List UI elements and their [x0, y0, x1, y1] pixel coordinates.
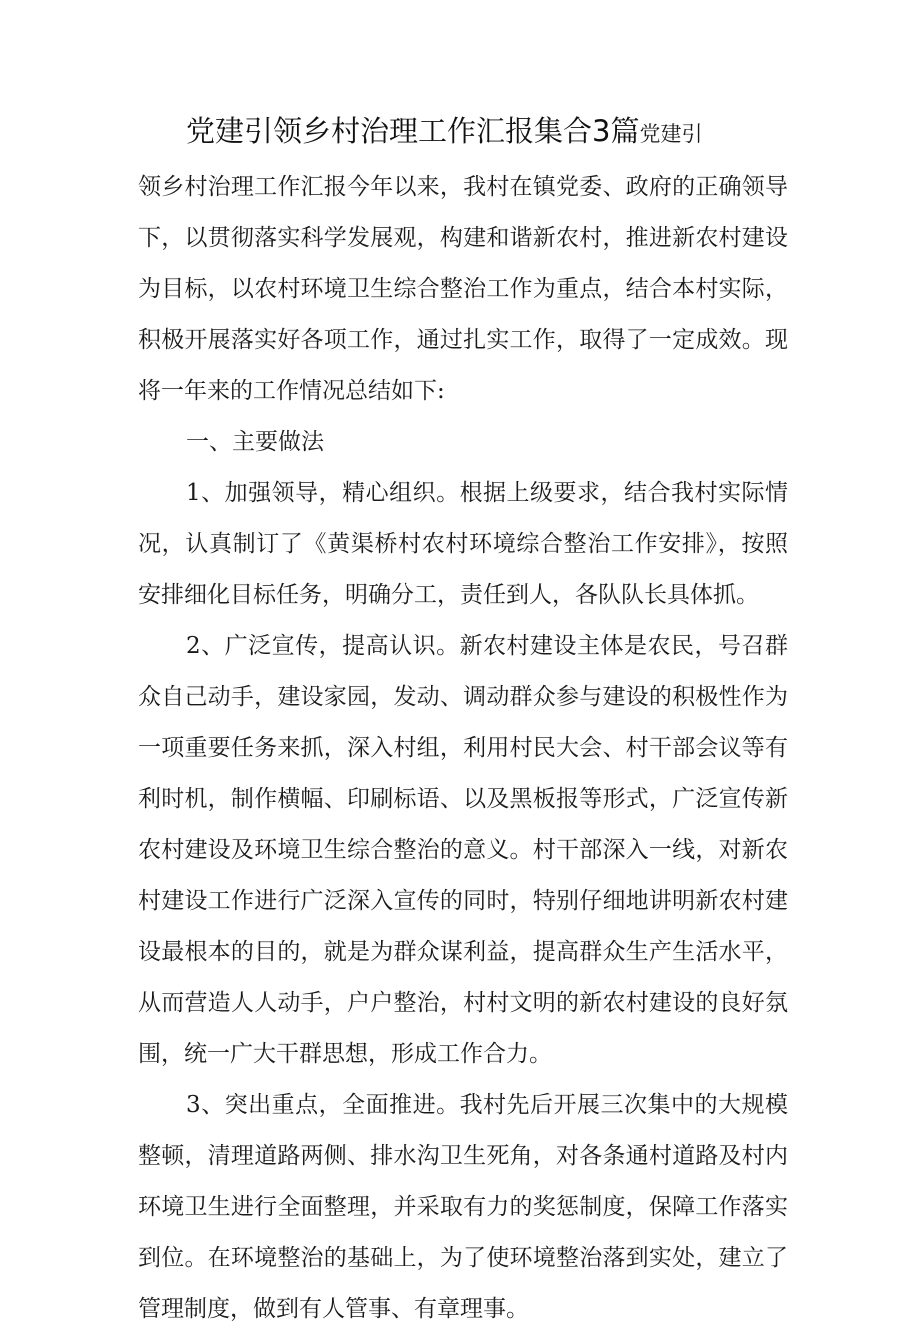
text-line: 围，统一广大干群思想，形成工作合力。: [138, 1041, 552, 1067]
document-title: 党建引领乡村治理工作汇报集合3篇: [186, 114, 640, 148]
text-line: 积极开展落实好各项工作，通过扎实工作，取得了一定成效。现: [138, 327, 788, 353]
text-line: 安排细化目标任务，明确分工，责任到人，各队队长具体抓。: [138, 582, 759, 608]
document-title-tail: 党建引: [639, 122, 703, 146]
text-line: 3、突出重点，全面推进。我村先后开展三次集中的大规模: [186, 1092, 788, 1118]
text-line: 将一年来的工作情况总结如下:: [138, 378, 445, 404]
section-heading-main-practices: [138, 417, 788, 468]
document-body: [138, 100, 788, 1335]
text-line: 村建设工作进行广泛深入宣传的同时，特别仔细地讲明新农村建: [138, 888, 788, 914]
paragraph-publicity: [138, 621, 788, 1080]
text-line: 领乡村治理工作汇报今年以来，我村在镇党委、政府的正确领导: [138, 174, 788, 200]
text-line: 从而营造人人动手，户户整治，村村文明的新农村建设的良好氛: [138, 990, 788, 1016]
intro-paragraph: [138, 162, 788, 417]
text-line: 管理制度，做到有人管事、有章理事。: [138, 1296, 529, 1322]
text-line: 一项重要任务来抓，深入村组，利用村民大会、村干部会议等有: [138, 735, 788, 761]
text-line: 为目标，以农村环境卫生综合整治工作为重点，结合本村实际，: [138, 276, 788, 302]
text-line: 一、主要做法: [186, 429, 324, 455]
text-line: 1、加强领导，精心组织。根据上级要求，结合我村实际情: [186, 480, 788, 506]
text-line: 整顿，清理道路两侧、排水沟卫生死角，对各条通村道路及村内: [138, 1143, 788, 1169]
document-title-line: [138, 100, 788, 162]
text-line: 况，认真制订了《黄渠桥村农村环境综合整治工作安排》，按照: [138, 531, 788, 557]
text-line: 下，以贯彻落实科学发展观，构建和谐新农村，推进新农村建设: [138, 225, 788, 251]
paragraph-key-points: [138, 1080, 788, 1335]
text-line: 到位。在环境整治的基础上，为了使环境整治落到实处，建立了: [138, 1245, 788, 1271]
text-line: 环境卫生进行全面整理，并采取有力的奖惩制度，保障工作落实: [138, 1194, 788, 1220]
text-line: 2、广泛宣传，提高认识。新农村建设主体是农民，号召群: [186, 633, 788, 659]
text-line: 设最根本的目的，就是为群众谋利益，提高群众生产生活水平，: [138, 939, 788, 965]
text-line: 众自己动手，建设家园，发动、调动群众参与建设的积极性作为: [138, 684, 788, 710]
paragraph-strengthen-leadership: [138, 468, 788, 621]
text-line: 农村建设及环境卫生综合整治的意义。村干部深入一线，对新农: [138, 837, 788, 863]
document-paragraphs: [138, 162, 788, 1335]
text-line: 利时机，制作横幅、印刷标语、以及黑板报等形式，广泛宣传新: [138, 786, 788, 812]
